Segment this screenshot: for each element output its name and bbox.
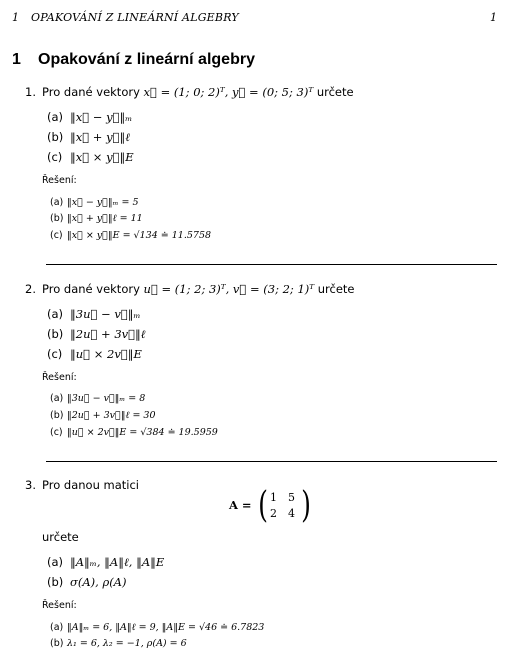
problem-1-line: [42, 85, 354, 99]
problem-1-solution-a-label: (a): [50, 197, 64, 208]
problem-1-item-b-label: (b): [47, 130, 64, 144]
problem-2-item-b-label: (b): [47, 327, 64, 341]
problem-3-item-a-label: (a): [47, 555, 64, 569]
problem-2-solution-a-math: ‖3u⃗ − v⃗‖ₘ = 8: [67, 393, 146, 404]
running-header-title: OPAKOVÁNÍ Z LINEÁRNÍ ALGEBRY: [31, 11, 239, 24]
problem-1-item-c-math: ‖x⃗ × y⃗‖E: [70, 150, 134, 164]
problem-2-solution-c-label: (c): [50, 427, 63, 438]
problem-2-solution-heading: Řešení:: [42, 372, 77, 383]
problem-3-solution-heading: Řešení:: [42, 600, 77, 611]
matrix-cell: 4: [288, 507, 295, 520]
problem-3-item-b-label: (b): [47, 575, 64, 589]
problem-3-number: 3.: [25, 478, 36, 492]
problem-3-solution-a-math: ‖A‖ₘ = 6, ‖A‖ℓ = 9, ‖A‖E = √46 ≐ 6.7823: [67, 622, 265, 633]
problem-2-text-before: Pro dané vektory: [42, 282, 140, 296]
problem-2-solution-c-math: ‖u⃗ × 2v⃗‖E = √384 ≐ 19.5959: [67, 427, 218, 438]
matrix-lhs: A =: [229, 498, 252, 512]
problem-1-text-before: Pro dané vektory: [42, 85, 140, 99]
matrix-cell: 2: [270, 507, 277, 520]
separator-rule-1: [46, 264, 497, 265]
matrix-cell: 5: [288, 491, 295, 504]
problem-2-item-c-label: (c): [47, 347, 63, 361]
separator-rule-2: [46, 461, 497, 462]
problem-1-item-a-math: ‖x⃗ − y⃗‖ₘ: [70, 110, 133, 124]
problem-1-solution-b-math: ‖x⃗ + y⃗‖ℓ = 11: [67, 213, 143, 224]
problem-3-solution-a-label: (a): [50, 622, 64, 633]
page-number: 1: [490, 11, 498, 24]
matrix-cell: 1: [270, 491, 277, 504]
problem-1-solution-c-label: (c): [50, 230, 63, 241]
problem-1-item-c-label: (c): [47, 150, 63, 164]
problem-2-solution-a-label: (a): [50, 393, 64, 404]
matrix-left-paren: (: [258, 485, 268, 526]
problem-2-item-a-math: ‖3u⃗ − v⃗‖ₘ: [70, 307, 141, 321]
problem-1-solution-c-math: ‖x⃗ × y⃗‖E = √134 ≐ 11.5758: [67, 230, 212, 241]
problem-1-solution-b-label: (b): [50, 213, 64, 224]
matrix-A: [256, 485, 346, 526]
problem-1-text-after: určete: [316, 85, 354, 99]
problem-1-math: x⃗ = (1; 0; 2)ᵀ, y⃗ = (0; 5; 3)ᵀ: [143, 85, 314, 99]
problem-2-item-c-math: ‖u⃗ × 2v⃗‖E: [70, 347, 142, 361]
problem-3-item-b-math: σ(A), ρ(A): [70, 575, 127, 589]
problem-2-item-a-label: (a): [47, 307, 64, 321]
problem-3-item-a-math: ‖A‖ₘ, ‖A‖ℓ, ‖A‖E: [70, 555, 165, 569]
problem-1-item-a-label: (a): [47, 110, 64, 124]
section-title: Opakování z lineární algebry: [38, 51, 255, 68]
problem-2-item-b-math: ‖2u⃗ + 3v⃗‖ℓ: [70, 327, 146, 341]
problem-3-solution-b-label: (b): [50, 638, 64, 649]
problem-2-line: [42, 282, 355, 296]
problem-2-math: u⃗ = (1; 2; 3)ᵀ, v⃗ = (3; 2; 1)ᵀ: [143, 282, 315, 296]
problem-1-solution-a-math: ‖x⃗ − y⃗‖ₘ = 5: [67, 197, 139, 208]
problem-1-number: 1.: [25, 85, 36, 99]
problem-2-solution-b-math: ‖2u⃗ + 3v⃗‖ℓ = 30: [67, 410, 156, 421]
problem-2-text-after: určete: [317, 282, 355, 296]
problem-1-solution-heading: Řešení:: [42, 175, 77, 186]
problem-1-item-b-math: ‖x⃗ + y⃗‖ℓ: [70, 130, 131, 144]
section-number: 1: [12, 51, 21, 68]
matrix-right-paren: ): [301, 485, 311, 526]
problem-2-number: 2.: [25, 282, 36, 296]
problem-3-text-before: Pro danou matici: [42, 478, 139, 492]
problem-3-text-after: určete: [42, 530, 79, 544]
problem-3-solution-b-math: λ₁ = 6, λ₂ = −1, ρ(A) = 6: [67, 638, 187, 649]
running-header-chapter-number: 1: [12, 11, 20, 24]
problem-2-solution-b-label: (b): [50, 410, 64, 421]
